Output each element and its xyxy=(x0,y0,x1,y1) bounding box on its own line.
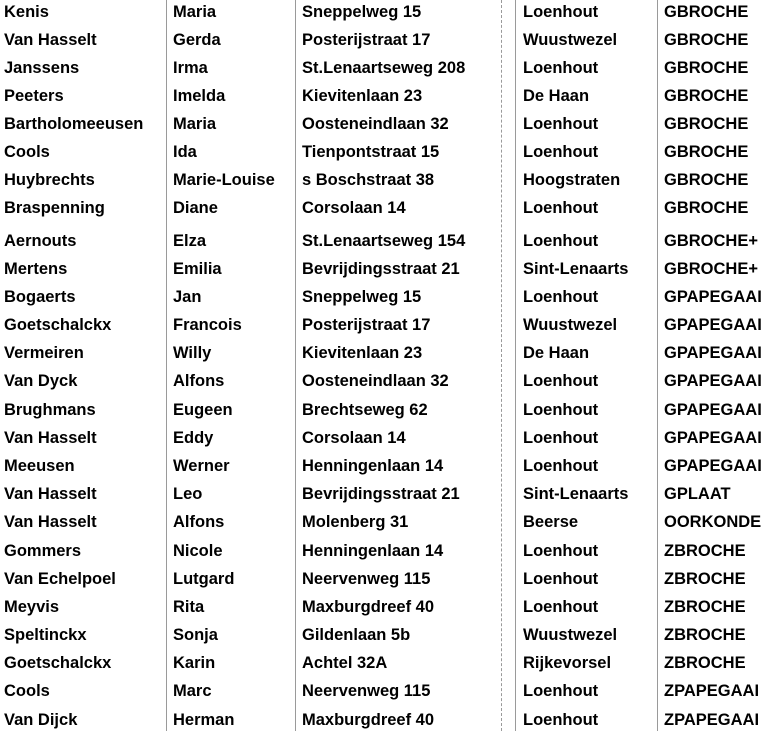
city-cell: Wuustwezel xyxy=(523,626,618,644)
last-name-cell: Gommers xyxy=(4,542,82,560)
table-row xyxy=(0,194,768,222)
last-name-cell: Van Echelpoel xyxy=(4,570,116,588)
address-cell: Oosteneindlaan 32 xyxy=(302,372,449,390)
city-cell: Loenhout xyxy=(523,570,599,588)
first-name-cell: Jan xyxy=(173,288,202,306)
award-cell: ZBROCHE xyxy=(664,570,746,588)
last-name-cell: Goetschalckx xyxy=(4,316,112,334)
award-cell: GPAPEGAAI xyxy=(664,372,762,390)
first-name-cell: Imelda xyxy=(173,87,226,105)
last-name-cell: Kenis xyxy=(4,3,49,21)
first-name-cell: Marc xyxy=(173,682,212,700)
award-cell: GBROCHE xyxy=(664,143,749,161)
award-cell: GPAPEGAAI xyxy=(664,344,762,362)
award-cell: ZBROCHE xyxy=(664,654,746,672)
address-cell: Posterijstraat 17 xyxy=(302,316,431,334)
first-name-cell: Herman xyxy=(173,711,235,729)
last-name-cell: Meyvis xyxy=(4,598,60,616)
city-cell: Loenhout xyxy=(523,682,599,700)
table-row xyxy=(0,283,768,311)
last-name-cell: Van Hasselt xyxy=(4,31,97,49)
first-name-cell: Nicole xyxy=(173,542,223,560)
last-name-cell: Brughmans xyxy=(4,401,96,419)
city-cell: Rijkevorsel xyxy=(523,654,612,672)
first-name-cell: Diane xyxy=(173,199,218,217)
award-cell: GBROCHE xyxy=(664,171,749,189)
first-name-cell: Rita xyxy=(173,598,205,616)
last-name-cell: Cools xyxy=(4,682,50,700)
table-row xyxy=(0,166,768,194)
first-name-cell: Eddy xyxy=(173,429,214,447)
address-cell: Corsolaan 14 xyxy=(302,199,406,217)
last-name-cell: Vermeiren xyxy=(4,344,84,362)
city-cell: Loenhout xyxy=(523,598,599,616)
city-cell: Loenhout xyxy=(523,457,599,475)
award-cell: ZPAPEGAAI xyxy=(664,711,760,729)
last-name-cell: Janssens xyxy=(4,59,80,77)
award-cell: GPAPEGAAI xyxy=(664,429,762,447)
first-name-cell: Alfons xyxy=(173,372,225,390)
table-row xyxy=(0,706,768,734)
last-name-cell: Goetschalckx xyxy=(4,654,112,672)
address-cell: Neervenweg 115 xyxy=(302,570,431,588)
table-row xyxy=(0,138,768,166)
city-cell: Loenhout xyxy=(523,288,599,306)
table-row xyxy=(0,367,768,395)
city-cell: Loenhout xyxy=(523,199,599,217)
city-cell: Wuustwezel xyxy=(523,31,618,49)
last-name-cell: Van Hasselt xyxy=(4,429,97,447)
first-name-cell: Leo xyxy=(173,485,203,503)
first-name-cell: Maria xyxy=(173,3,217,21)
address-cell: Kievitenlaan 23 xyxy=(302,87,423,105)
award-cell: GBROCHE+ xyxy=(664,232,758,250)
city-cell: Beerse xyxy=(523,513,579,531)
table-row xyxy=(0,0,768,26)
city-cell: Loenhout xyxy=(523,372,599,390)
award-cell: GPAPEGAAI xyxy=(664,401,762,419)
table-row xyxy=(0,82,768,110)
last-name-cell: Cools xyxy=(4,143,50,161)
award-cell: GPAPEGAAI xyxy=(664,316,762,334)
award-cell: GBROCHE xyxy=(664,199,749,217)
city-cell: De Haan xyxy=(523,87,590,105)
table-row xyxy=(0,480,768,508)
address-cell: Sneppelweg 15 xyxy=(302,288,422,306)
last-name-cell: Meeusen xyxy=(4,457,75,475)
first-name-cell: Sonja xyxy=(173,626,218,644)
city-cell: Loenhout xyxy=(523,143,599,161)
city-cell: Loenhout xyxy=(523,542,599,560)
award-cell: GBROCHE xyxy=(664,59,749,77)
table-row xyxy=(0,26,768,54)
award-cell: ZBROCHE xyxy=(664,542,746,560)
first-name-cell: Ida xyxy=(173,143,197,161)
first-name-cell: Elza xyxy=(173,232,207,250)
address-cell: Corsolaan 14 xyxy=(302,429,406,447)
first-name-cell: Francois xyxy=(173,316,242,334)
table-row xyxy=(0,227,768,255)
last-name-cell: Van Hasselt xyxy=(4,513,97,531)
first-name-cell: Gerda xyxy=(173,31,221,49)
first-name-cell: Eugeen xyxy=(173,401,233,419)
table-row xyxy=(0,593,768,621)
address-cell: Neervenweg 115 xyxy=(302,682,431,700)
last-name-cell: Braspenning xyxy=(4,199,105,217)
award-cell: GPAPEGAAI xyxy=(664,288,762,306)
address-cell: Henningenlaan 14 xyxy=(302,542,444,560)
award-cell: OORKONDE xyxy=(664,513,762,531)
first-name-cell: Maria xyxy=(173,115,217,133)
address-cell: St.Lenaartseweg 154 xyxy=(302,232,466,250)
table-row xyxy=(0,452,768,480)
address-cell: s Boschstraat 38 xyxy=(302,171,435,189)
address-cell: Henningenlaan 14 xyxy=(302,457,444,475)
first-name-cell: Willy xyxy=(173,344,212,362)
city-cell: Loenhout xyxy=(523,429,599,447)
address-cell: Kievitenlaan 23 xyxy=(302,344,423,362)
last-name-cell: Speltinckx xyxy=(4,626,87,644)
award-cell: GBROCHE+ xyxy=(664,260,758,278)
award-cell: GBROCHE xyxy=(664,87,749,105)
last-name-cell: Van Hasselt xyxy=(4,485,97,503)
address-cell: Posterijstraat 17 xyxy=(302,31,431,49)
city-cell: Sint-Lenaarts xyxy=(523,260,629,278)
last-name-cell: Bartholomeeusen xyxy=(4,115,144,133)
first-name-cell: Marie-Louise xyxy=(173,171,275,189)
table-row xyxy=(0,339,768,367)
last-name-cell: Van Dijck xyxy=(4,711,78,729)
award-cell: GPLAAT xyxy=(664,485,731,503)
address-cell: Oosteneindlaan 32 xyxy=(302,115,449,133)
award-cell: GBROCHE xyxy=(664,115,749,133)
award-cell: ZBROCHE xyxy=(664,626,746,644)
table-row xyxy=(0,396,768,424)
table-row xyxy=(0,537,768,565)
last-name-cell: Bogaerts xyxy=(4,288,76,306)
table-row xyxy=(0,110,768,138)
table-row xyxy=(0,508,768,536)
city-cell: Loenhout xyxy=(523,711,599,729)
city-cell: Loenhout xyxy=(523,115,599,133)
first-name-cell: Lutgard xyxy=(173,570,235,588)
address-cell: St.Lenaartseweg 208 xyxy=(302,59,466,77)
city-cell: De Haan xyxy=(523,344,590,362)
city-cell: Loenhout xyxy=(523,59,599,77)
table-row xyxy=(0,677,768,705)
address-cell: Tienpontstraat 15 xyxy=(302,143,440,161)
table-row xyxy=(0,54,768,82)
city-cell: Sint-Lenaarts xyxy=(523,485,629,503)
table-row xyxy=(0,649,768,677)
table-row xyxy=(0,255,768,283)
last-name-cell: Peeters xyxy=(4,87,64,105)
last-name-cell: Mertens xyxy=(4,260,68,278)
last-name-cell: Van Dyck xyxy=(4,372,78,390)
address-cell: Gildenlaan 5b xyxy=(302,626,411,644)
address-cell: Molenberg 31 xyxy=(302,513,409,531)
address-cell: Achtel 32A xyxy=(302,654,388,672)
address-cell: Bevrijdingsstraat 21 xyxy=(302,485,460,503)
last-name-cell: Aernouts xyxy=(4,232,77,250)
first-name-cell: Karin xyxy=(173,654,216,672)
first-name-cell: Alfons xyxy=(173,513,225,531)
city-cell: Wuustwezel xyxy=(523,316,618,334)
table-row xyxy=(0,311,768,339)
first-name-cell: Werner xyxy=(173,457,230,475)
table-row xyxy=(0,565,768,593)
address-cell: Brechtseweg 62 xyxy=(302,401,428,419)
award-cell: GBROCHE xyxy=(664,3,749,21)
city-cell: Hoogstraten xyxy=(523,171,621,189)
table-row xyxy=(0,621,768,649)
address-cell: Sneppelweg 15 xyxy=(302,3,422,21)
address-cell: Maxburgdreef 40 xyxy=(302,711,435,729)
city-cell: Loenhout xyxy=(523,3,599,21)
award-cell: GPAPEGAAI xyxy=(664,457,762,475)
city-cell: Loenhout xyxy=(523,401,599,419)
address-cell: Bevrijdingsstraat 21 xyxy=(302,260,460,278)
first-name-cell: Irma xyxy=(173,59,208,77)
address-cell: Maxburgdreef 40 xyxy=(302,598,435,616)
last-name-cell: Huybrechts xyxy=(4,171,95,189)
award-cell: GBROCHE xyxy=(664,31,749,49)
first-name-cell: Emilia xyxy=(173,260,222,278)
city-cell: Loenhout xyxy=(523,232,599,250)
table-row xyxy=(0,424,768,452)
award-cell: ZBROCHE xyxy=(664,598,746,616)
award-cell: ZPAPEGAAI xyxy=(664,682,760,700)
